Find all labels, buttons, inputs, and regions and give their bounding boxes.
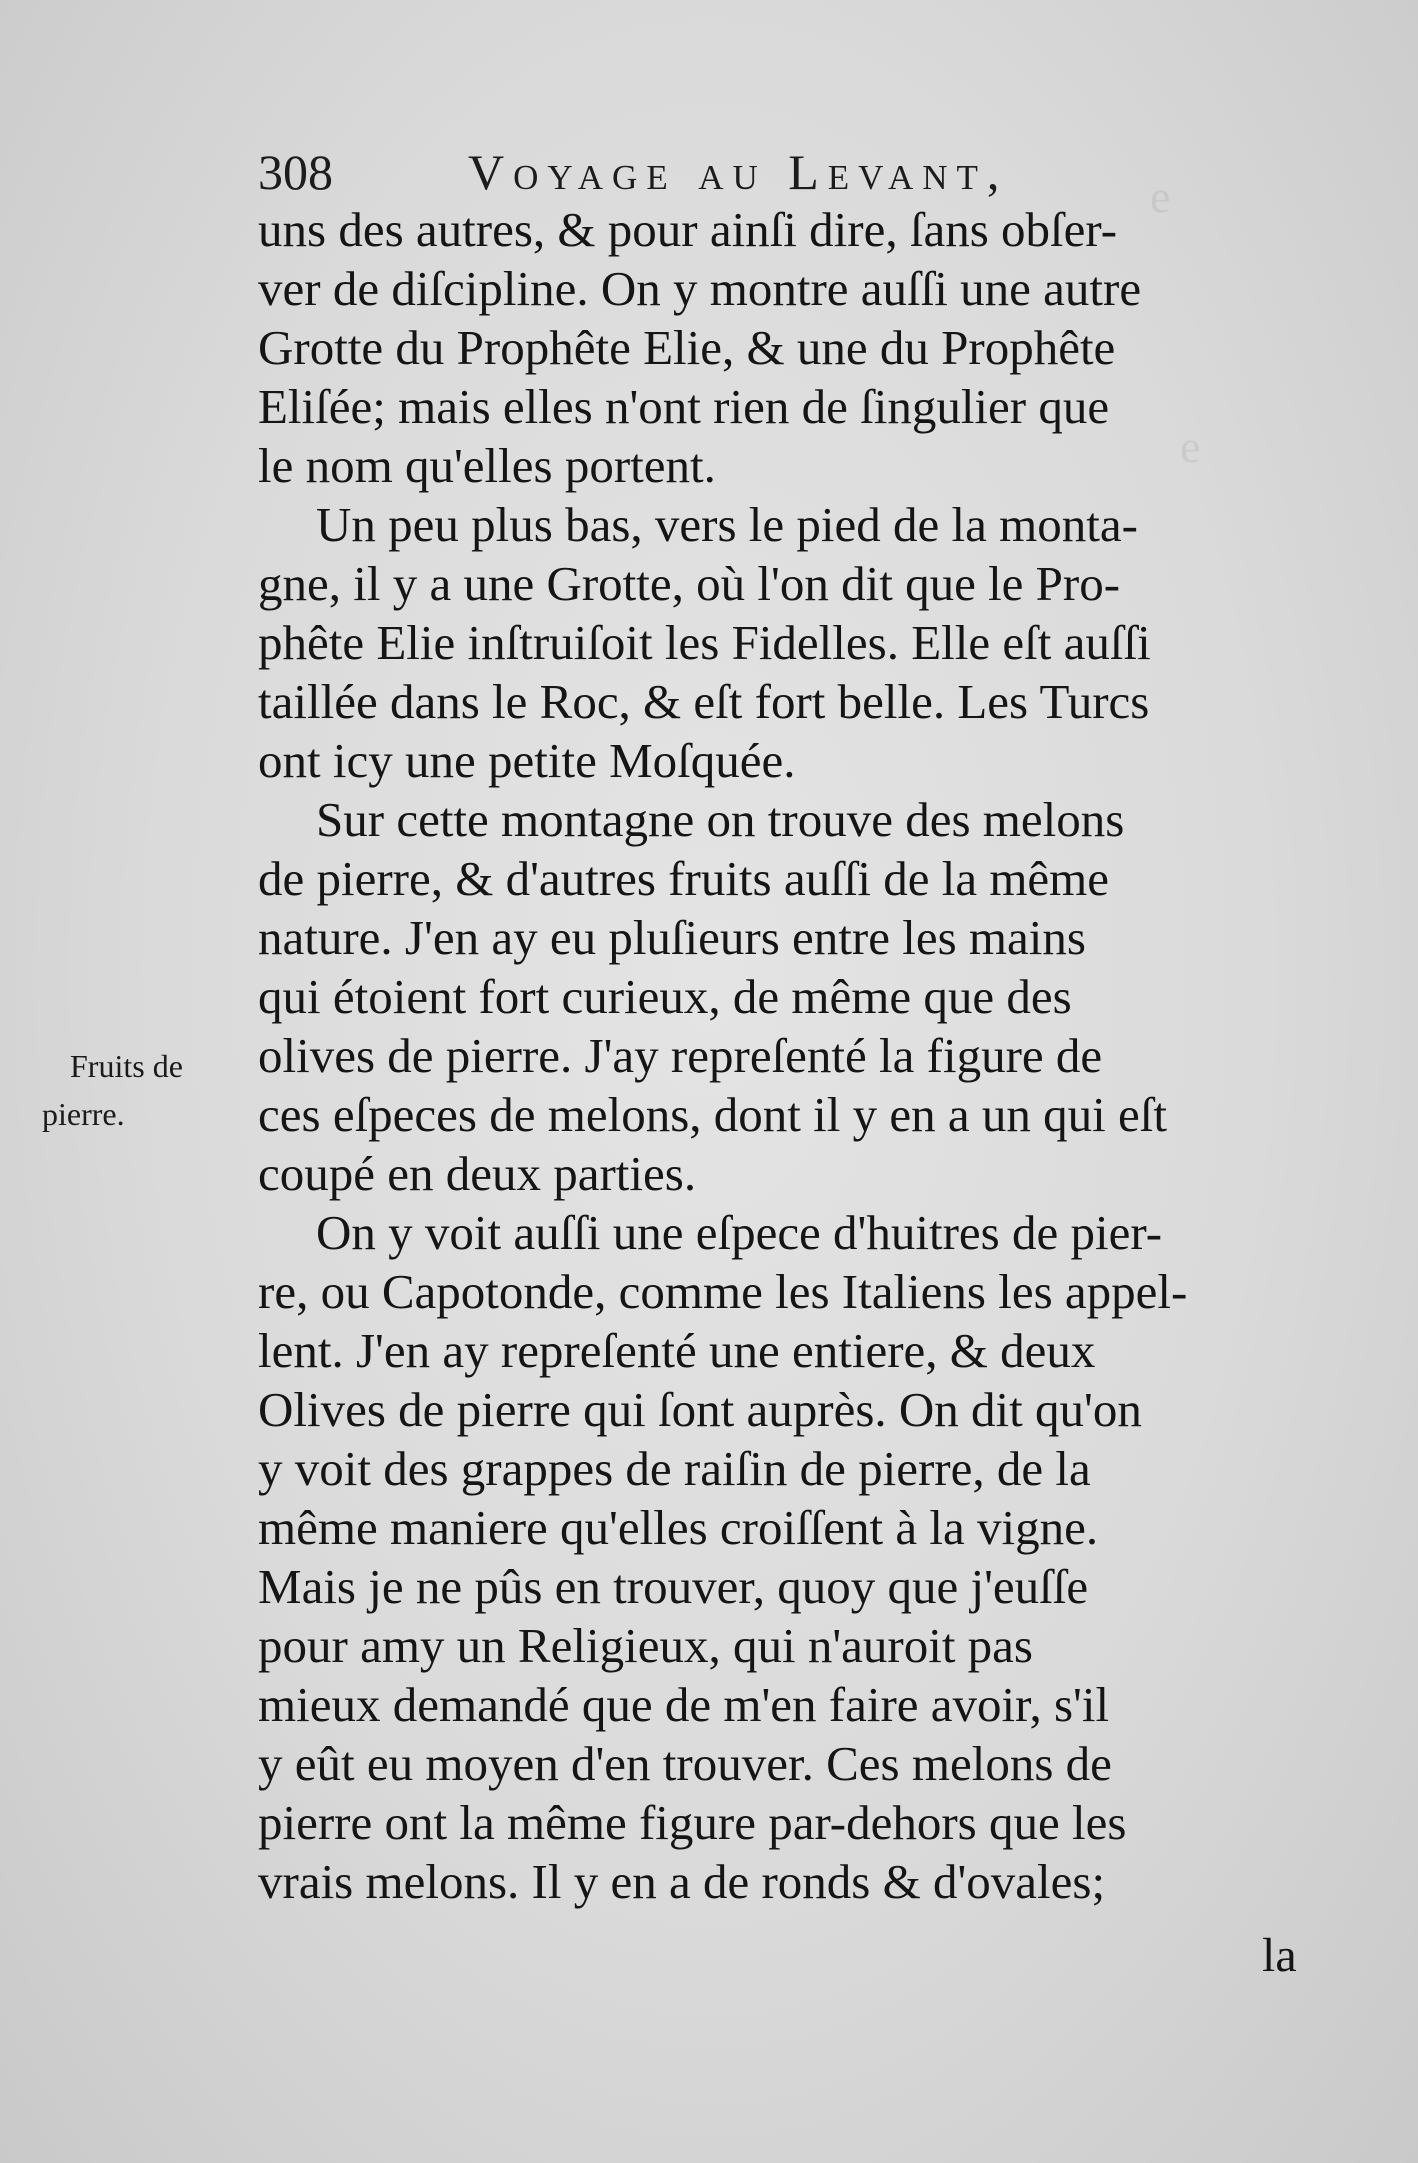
margin-note bbox=[42, 1042, 242, 1138]
text-line: ver de diſcipline. On y montre auſſi une autre bbox=[258, 261, 1142, 316]
text-line: mieux demandé que de m'en faire avoir, s'il bbox=[258, 1677, 1110, 1732]
show-through-text: e bbox=[1180, 421, 1201, 472]
text-line: uns des autres, & pour ainſi dire, ſans obſer- bbox=[258, 202, 1118, 257]
text-line: Eliſée; mais elles n'ont rien de ſingulier que bbox=[258, 379, 1110, 434]
text-line: même maniere qu'elles croiſſent à la vigne. bbox=[258, 1500, 1099, 1555]
text-line: Un peu plus bas, vers le pied de la monta- bbox=[316, 497, 1138, 552]
margin-note-line: pierre. bbox=[42, 1096, 125, 1132]
text-line: lent. J'en ay repreſenté une entiere, & deux bbox=[258, 1323, 1096, 1378]
text-line: de pierre, & d'autres fruits auſſi de la même bbox=[258, 851, 1110, 906]
page-number: 308 bbox=[258, 144, 333, 200]
text-line: pour amy un Religieux, qui n'auroit pas bbox=[258, 1618, 1034, 1673]
text-line: ces eſpeces de melons, dont il y en a un qui eſt bbox=[258, 1087, 1167, 1142]
text-line: Sur cette montagne on trouve des melons bbox=[316, 792, 1125, 847]
text-line: vrais melons. Il y en a de ronds & d'ovales; bbox=[258, 1854, 1106, 1909]
text-line: phête Elie inſtruiſoit les Fidelles. Elle eſt auſſi bbox=[258, 615, 1151, 670]
text-line: y voit des grappes de raiſin de pierre, de la bbox=[258, 1441, 1091, 1496]
text-line: Olives de pierre qui ſont auprès. On dit qu'on bbox=[258, 1382, 1142, 1437]
text-line: coupé en deux parties. bbox=[258, 1146, 697, 1201]
body-text bbox=[258, 200, 1298, 1911]
text-line: y eût eu moyen d'en trouver. Ces melons de bbox=[258, 1736, 1112, 1791]
text-line: ont icy une petite Moſquée. bbox=[258, 733, 796, 788]
text-line: le nom qu'elles portent. bbox=[258, 438, 716, 493]
text-line: Grotte du Prophête Elie, & une du Prophête bbox=[258, 320, 1116, 375]
text-line: On y voit auſſi une eſpece d'huitres de pier- bbox=[316, 1205, 1163, 1260]
text-line: qui étoient fort curieux, de même que des bbox=[258, 969, 1072, 1024]
text-line: olives de pierre. J'ay repreſenté la figure de bbox=[258, 1028, 1103, 1083]
margin-note-line: Fruits de bbox=[70, 1048, 183, 1084]
text-line: re, ou Capotonde, comme les Italiens les appel- bbox=[258, 1264, 1188, 1319]
text-line: gne, il y a une Grotte, où l'on dit que le Pro- bbox=[258, 556, 1121, 611]
show-through-text: e bbox=[1150, 171, 1171, 222]
text-line: Mais je ne pûs en trouver, quoy que j'euſſe bbox=[258, 1559, 1089, 1614]
text-line: taillée dans le Roc, & eſt fort belle. Les Turcs bbox=[258, 674, 1150, 729]
text-line: nature. J'en ay eu pluſieurs entre les mains bbox=[258, 910, 1086, 965]
text-line: pierre ont la même figure par-dehors que les bbox=[258, 1795, 1127, 1850]
running-head bbox=[258, 142, 1098, 202]
catchword: la bbox=[1262, 1929, 1297, 1982]
running-title: Voyage au Levant, bbox=[468, 144, 1009, 200]
